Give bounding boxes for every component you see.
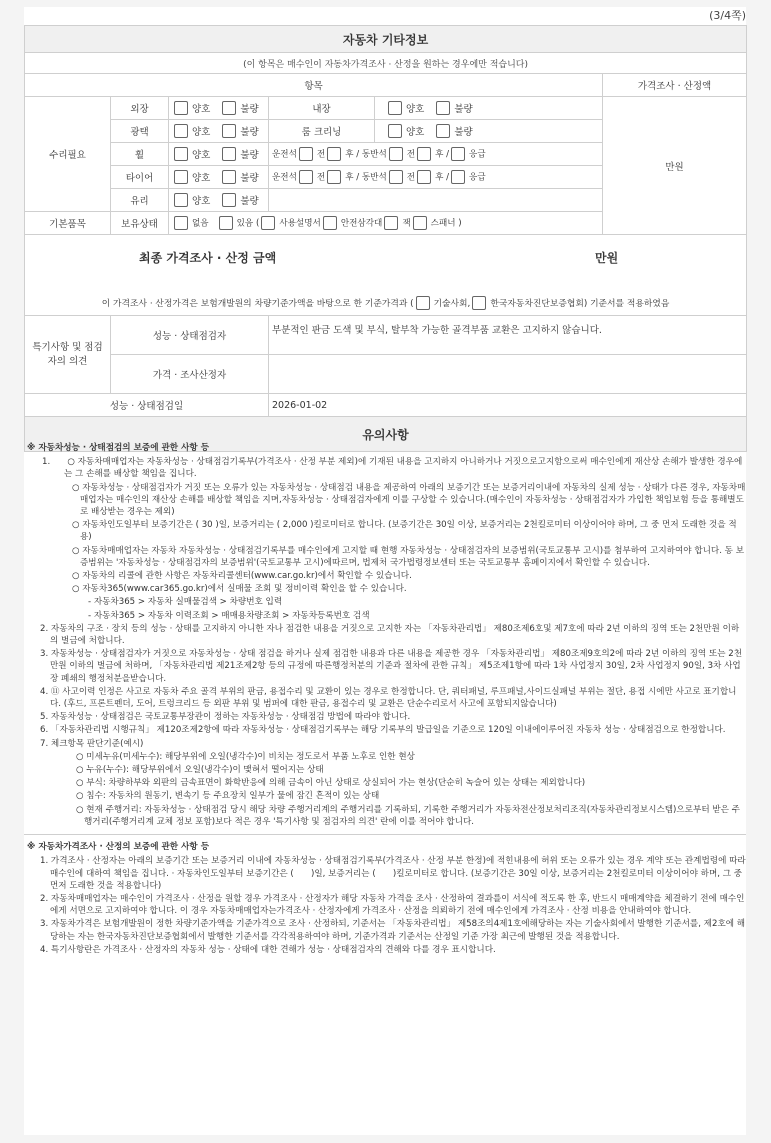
row-tire: 타이어: [111, 166, 169, 189]
notice-item: ○ 자동차인도일부터 보증기간은 ( 30 )일, 보증거리는 ( 2,000 )킬로미터로 합니다. (보증기간은 30일 이상, 보증거리는 2천킬로미터 이상이어야 하며, 그 중 먼저 도래한 것을 적용): [72, 520, 737, 543]
sec1-title: ※ 자동차성능 · 상태점검의 보증에 관한 사항 등: [27, 443, 209, 453]
notice-item: ○ 미세누유(미세누수): 해당부위에 오일(냉각수)이 비치는 정도로서 부품 노후로 인한 현상: [76, 751, 415, 762]
spanner-checkbox[interactable]: [413, 216, 427, 230]
interior-good-checkbox[interactable]: [388, 101, 402, 115]
notice-item: 5. 자동차성능 · 상태점검은 국토교통부장관이 정하는 자동차성능 · 상태점검 방법에 따라야 합니다.: [40, 712, 411, 723]
wheel-passenger-back-checkbox[interactable]: [417, 147, 431, 161]
basic-has-checkbox[interactable]: [219, 216, 233, 230]
notice-item: ○ 침수: 자동차의 원동기, 변속기 등 주요장치 일부가 물에 잠긴 흔적이 있는 상태: [76, 791, 380, 802]
wheel-driver-front-checkbox[interactable]: [299, 147, 313, 161]
triangle-checkbox[interactable]: [323, 216, 337, 230]
notice-item: 4. ⑪ 사고이력 인정은 사고로 자동차 주요 골격 부위의 판금, 용접수리 및 교환이 있는 경우로 한정합니다. 단, 쿼터패널, 루프패널,사이드실패널 부위는 절단, 용접 시에만 사고로 표기합니다. (후드, 프론트펜더, 도어, 트렁크리드 등 외판 부위 및 범퍼에 대한 판금, 용접수리 및 교환은 단순수리로서 사고에 포함되지않습니다): [40, 686, 737, 710]
special-label: 특기사항 및 점검자의 의견: [25, 316, 111, 394]
inspect-date-label: 성능 · 상태점검일: [25, 394, 269, 417]
exterior-bad-checkbox[interactable]: [222, 101, 236, 115]
notice-item: 3. 자동차성능 · 상태점검자가 거짓으로 자동차성능 · 상태 점검을 하거나 실제 점검한 내용과 다른 내용을 제공한 경우 「자동차관리법」 제80조제9호의2에 따라 2년 이하의 징역 또는 2천만원 이하의 벌금에 처하며, 「자동차관리법 제21조제2항 등의 규정에 따른행정처분의 기준과 절차에 관한 규칙」 제5조제1항에 따라 1차 사업정지 30일, 2차 사업정지 90일, 3차 사업장 폐쇄의 행정처분을받습니다.: [40, 649, 743, 684]
tire-passenger-back-checkbox[interactable]: [417, 170, 431, 184]
tire-driver-front-checkbox[interactable]: [299, 170, 313, 184]
basic-label: 기본품목: [25, 212, 111, 235]
notice-item: 2. 자동차매매업자는 매수인이 가격조사 · 산정을 원할 경우 가격조사 · 산정자가 해당 자동차 가격을 조사 · 산정하여 결과를이 서식에 적도록 한 후, 반드시 매매계약을 체결하기 전에 매수인에게 서면으로 고지하여야 합니다. 이 경우 자동차매매업자는가격조사 · 산정자에게 가격조사 · 산정을 의뢰하기 전에 매수인에게 가격조사 · 산정 비용을 안내하여야 합니다.: [40, 893, 745, 917]
pricer-note: [269, 355, 747, 394]
notice-item: 6. 「자동차관리법 시행규칙」 제120조제2항에 따라 자동차성능 · 상태점검기록부는 해당 기록부의 발급일을 기준으로 120일 이내에이루어진 자동차 성능 · 상태점검으로 한정합니다.: [40, 725, 726, 736]
repair-label: 수리필요: [25, 97, 111, 212]
notice-item: 3. 자동차가격은 보험개발원이 정한 차량기준가액을 기준가격으로 조사 · 산정하되, 기준서는 「자동차관리법」 제58조의4제1호에해당하는 자는 기술사회에서 발행한 기준서를, 제2호에 해당하는 자는 한국자동차진단보증협회에서 발행한 기준서를 각각적용하여야 하며, 기준가격과 기준서는 산정일 기준 가장 최근에 발행된 것을 적용합니다.: [40, 919, 746, 942]
association-checkbox[interactable]: [472, 296, 486, 310]
row-gloss: 광택: [111, 120, 169, 143]
row-room-cleaning: 룸 크리닝: [269, 120, 375, 143]
notice-section: [24, 438, 746, 957]
wheel-driver-label: 운전석: [272, 149, 297, 160]
notice-item: - 자동차365 > 자동차 이력조회 > 매매용차량조회 > 자동차등록번호 검색: [88, 610, 370, 621]
wheel-good-checkbox[interactable]: [174, 147, 188, 161]
inspect-date-value: 2026-01-02: [269, 394, 747, 417]
cleaning-good-checkbox[interactable]: [388, 124, 402, 138]
basic-none-checkbox[interactable]: [174, 216, 188, 230]
basic-item: 보유상태: [111, 212, 169, 235]
manual-checkbox[interactable]: [261, 216, 275, 230]
wheel-driver-back-checkbox[interactable]: [327, 147, 341, 161]
jack-checkbox[interactable]: [384, 216, 398, 230]
notice-item: ○ 자동차성능 · 상태점검자가 거짓 또는 오류가 있는 자동차성능 · 상태점검 내용을 제공하여 아래의 보증기간 또는 보증거리이내에 자동차의 실제 성능 · 상태가 다른 경우, 자동차매매업자는 매수인의 재산상 손해를 배상할 책임을 지며,자동차성능 · 상태점검자에게 이를 구상할 수 있습니다.(매수인이 자동차성능 · 상태점검자가 가입한 책임보험 등을 통해별도로 배상받는 경우는 제외): [72, 482, 746, 518]
notice-item: 2. 자동차의 구조 · 장치 등의 성능 · 상태를 고지하지 아니한 자나 점검한 내용을 거짓으로 고지한 자는 「자동차관리법」 제80조제6호및 제7호에 따라 2년 이하의 징역 또는 2천만원 이하의 벌금에 처합니다.: [40, 623, 740, 647]
inspector-note: 부분적인 판금 도색 및 부식, 탈부착 가능한 골격부품 교환은 고지하지 않습니다.: [269, 316, 747, 355]
notice-item: 1. 가격조사 · 산정자는 아래의 보증기간 또는 보증거리 이내에 자동차성능 · 상태점검기록부(가격조사 · 산정 부분 한정)에 적힌내용에 허위 또는 오류가 있는 경우 계약 또는 관계법령에 따라 매수인에 대하여 책임을 집니다. · 자동차인도일부터 보증기간은 ( )일, 보증거리는 ( )킬로미터로 합니다. (보증기간은 30일 이상, 보증거리는 2천킬로미터 이상이어야 하며, 그 중 먼저 도래한 것을 적용합니다): [40, 856, 746, 891]
notice-item: ○ 자동차의 리콜에 관한 사항은 자동차리콜센터(www.car.go.kr)에서 확인할 수 있습니다.: [72, 571, 412, 582]
glass-bad-checkbox[interactable]: [222, 193, 236, 207]
tire-driver-label: 운전석: [272, 172, 297, 183]
item-header: 항목: [25, 74, 603, 97]
sec2-list: [24, 855, 746, 956]
final-price-label: 최종 가격조사 · 산정 금액: [139, 251, 277, 265]
tire-emergency-checkbox[interactable]: [451, 170, 465, 184]
tire-good-checkbox[interactable]: [174, 170, 188, 184]
notice-title: 유의사항: [25, 417, 747, 452]
notice-item: ○ 누유(누수): 해당부위에서 오일(냉각수)이 맺혀서 떨어지는 상태: [76, 765, 324, 776]
document-sheet: [24, 7, 746, 1135]
page-number: (3/4쪽): [709, 9, 746, 22]
notice-item: 4. 특기사항란은 가격조사 · 산정자의 자동차 성능 · 상태에 대한 견해가 성능 · 상태점검자의 견해와 다를 경우 표시합니다.: [40, 944, 496, 955]
inspector-label: 성능 · 상태점검자: [111, 316, 269, 355]
notice-item: ○ 자동차365(www.car365.go.kr)에서 실매물 조회 및 정비이력 확인을 할 수 있습니다.: [72, 584, 407, 595]
interior-bad-checkbox[interactable]: [436, 101, 450, 115]
tire-passenger-front-checkbox[interactable]: [389, 170, 403, 184]
notice-item: ○ 자동차매매업자는 자동차 자동차성능 · 상태점검기록부를 매수인에게 고지할 때 현행 자동차성능 · 상태점검자의 보증범위(국토교통부 고시)를 첨부하여 고지하여야 합니다. 동 보증범위는 '자동차성능 · 상태점검자의 보증범위'(국토교통부 고시)에따르며, 법제처 국가법령정보센터 또는 국토교통부 홈페이지에서 확인할 수 있습니다.: [72, 545, 745, 568]
wheel-bad-checkbox[interactable]: [222, 147, 236, 161]
row-exterior: 외장: [111, 97, 169, 120]
repair-price-unit: 만원: [603, 97, 747, 235]
row-wheel: 휠: [111, 143, 169, 166]
tire-bad-checkbox[interactable]: [222, 170, 236, 184]
gloss-bad-checkbox[interactable]: [222, 124, 236, 138]
vehicle-other-info-table: 자동차 기타정보 (이 항목은 매수인이 자동차가격조사 · 산정을 원하는 경우에만 적습니다) 항목 가격조사 · 산정액 수리필요 외장 양호 불량 내장 양호 불량 만원 광택 양호 불량 룸 크리닝 양호 불량 휠 양호 불량 운전석 전 후 / 동반석 전 후 / 응급 타이어 양호 불량 운전석 전 후 / 동반석 전 후 / 응급 유리 양호 불량 기본품목 보유상태 없음 있음 ( 사용설명서 안전삼각대 잭 스패너 ) 최종 가격조사 · 산정 금액 만원 이 가격조사 · 산정가격은 보험개발원의 차량기준가액을 바탕으로 한 기준가격과 ( 기술사회, 한국자동차진단보증협회) 기준서를 적용하였음 특기사항 및 점검자의 의견 성능 · 상태점검자 부분적인 판금 도색 및 부식, 탈부착 가능한 골격부품 교환은 고지하지 않습니다. 가격 · 조사산정자 성능 · 상태점검일 2026-01-02 유의사항: [24, 25, 747, 452]
wheel-passenger-front-checkbox[interactable]: [389, 147, 403, 161]
tire-driver-back-checkbox[interactable]: [327, 170, 341, 184]
exterior-good-checkbox[interactable]: [174, 101, 188, 115]
row-interior: 내장: [269, 97, 375, 120]
glass-good-checkbox[interactable]: [174, 193, 188, 207]
sec2-title: ※ 자동차가격조사 · 산정의 보증에 관한 사항 등: [27, 842, 209, 853]
tech-society-checkbox[interactable]: [416, 296, 430, 310]
section-subtitle: (이 항목은 매수인이 자동차가격조사 · 산정을 원하는 경우에만 적습니다): [25, 53, 747, 74]
section-title: 자동차 기타정보: [25, 26, 747, 53]
sec1-list: [24, 456, 746, 828]
notice-item: 1. ○ 자동차매매업자는 자동차성능 · 상태점검기록부(가격조사 · 산정 부분 제외)에 기재된 내용을 고지하지 아니하거나 거짓으로고지함으로써 매수인에게 재산상 손해가 발생한 경우에는 그 손해를 배상할 책임을 집니다.: [42, 457, 743, 480]
gloss-good-checkbox[interactable]: [174, 124, 188, 138]
wheel-emergency-checkbox[interactable]: [451, 147, 465, 161]
price-header: 가격조사 · 산정액: [603, 74, 747, 97]
cleaning-bad-checkbox[interactable]: [436, 124, 450, 138]
row-glass: 유리: [111, 189, 169, 212]
pricer-label: 가격 · 조사산정자: [111, 355, 269, 394]
final-price-unit: 만원: [595, 251, 619, 265]
notice-item: 7. 체크항목 판단기준(예시): [40, 738, 144, 749]
basis-text: 이 가격조사 · 산정가격은 보험개발원의 차량기준가액을 바탕으로 한 기준가격과 (: [101, 298, 414, 309]
notice-item: ○ 부식: 차량하부와 외판의 금속표면이 화학반응에 의해 금속이 아닌 상태로 상실되어 가는 현상(단순히 녹슬어 있는 상태는 제외합니다): [76, 778, 586, 789]
notice-item: - 자동차365 > 자동차 실매물검색 > 차량번호 입력: [88, 597, 283, 608]
notice-item: ○ 현재 주행거리: 자동차성능 · 상태점검 당시 해당 차량 주행거리계의 주행거리를 기록하되, 기록한 주행거리가 자동차전산정보처리조직(자동차관리정보시스템)으로부터 받은 주행거리(주행거리계 교체 정보 포함)보다 적은 경우 '특기사항 및 점검자의 의견' 란에 이를 적어야 합니다.: [76, 804, 740, 827]
